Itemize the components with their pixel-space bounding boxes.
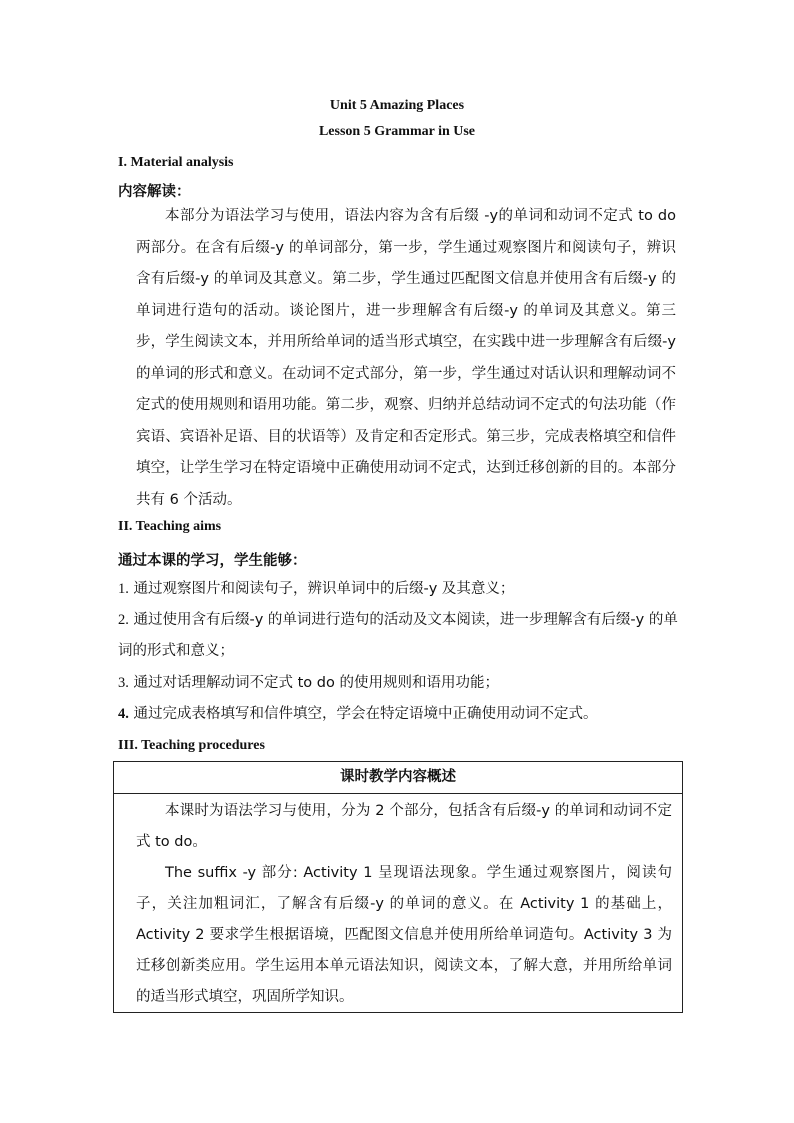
aim-text: 通过完成表格填写和信件填空，学会在特定语境中正确使用动词不定式。: [133, 706, 598, 722]
aim-number: 3.: [118, 675, 129, 691]
aim-item-3: [118, 668, 678, 699]
aim-number: 4.: [118, 706, 129, 722]
material-analysis-paragraph: 本部分为语法学习与使用，语法内容为含有后缀 -y的单词和动词不定式 to do 两部分。在含有后缀-y 的单词部分，第一步，学生通过观察图片和阅读句子，辨识含有后缀-y 的单词及其意义。第二步，学生通过匹配图文信息并使用含有后缀-y 的单词进行造句的活动。谈论图片，进一步理解含有后缀-y 的单词及其意义。第三步，学生阅读文本，并用所给单词的适当形式填空，在实践中进一步理解含有后缀-y 的单词的形式和意义。在动词不定式部分，第一步，学生通过对话认识和理解动词不定式的使用规则和语用功能。第二步，观察、归纳并总结动词不定式的句法功能（作宾语、宾语补足语、目的状语等）及肯定和否定形式。第三步，完成表格填空和信件填空，让学生学习在特定语境中正确使用动词不定式，达到迁移创新的目的。本部分共有 6 个活动。: [136, 208, 676, 508]
subheading-content-reading: 内容解读：: [118, 184, 191, 200]
aim-item-1: [118, 574, 678, 605]
table-paragraph-intro: 本课时为语法学习与使用，分为 2 个部分，包括含有后缀-y 的单词和动词不定式 to do。: [136, 803, 672, 850]
section-heading-teaching-aims: II. Teaching aims: [118, 519, 222, 534]
aim-text: 通过观察图片和阅读句子，辨识单词中的后缀-y 及其意义；: [133, 581, 515, 597]
unit-title: Unit 5 Amazing Places: [329, 98, 465, 113]
aim-text: 通过对话理解动词不定式 to do 的使用规则和语用功能；: [133, 675, 499, 691]
subheading-learning-outcomes: 通过本课的学习，学生能够：: [118, 553, 307, 569]
aim-number: 2.: [118, 612, 129, 628]
section-heading-teaching-procedures: III. Teaching procedures: [118, 738, 265, 753]
lesson-title: Lesson 5 Grammar in Use: [318, 124, 476, 139]
table-header-overview: 课时教学内容概述: [114, 762, 682, 794]
aim-item-4: [118, 699, 678, 730]
aim-text: 通过使用含有后缀-y 的单词进行造句的活动及文本阅读，进一步理解含有后缀-y 的单词的形式和意义；: [118, 612, 678, 659]
aim-item-2: [118, 605, 678, 667]
table-paragraph-suffix-y: The suffix -y 部分: Activity 1 呈现语法现象。学生通过观察图片，阅读句子，关注加粗词汇，了解含有后缀-y 的单词的意义。在 Activity 1 的基础上，Activity 2 要求学生根据语境，匹配图文信息并使用所给单词造句。Activity 3 为迁移创新类应用。学生运用本单元语法知识，阅读文本，了解大意，并用所给单词的适当形式填空，巩固所学知识。: [136, 865, 672, 1005]
procedures-table: [113, 761, 683, 1013]
aim-number: 1.: [118, 581, 129, 597]
section-heading-material-analysis: I. Material analysis: [118, 155, 234, 170]
